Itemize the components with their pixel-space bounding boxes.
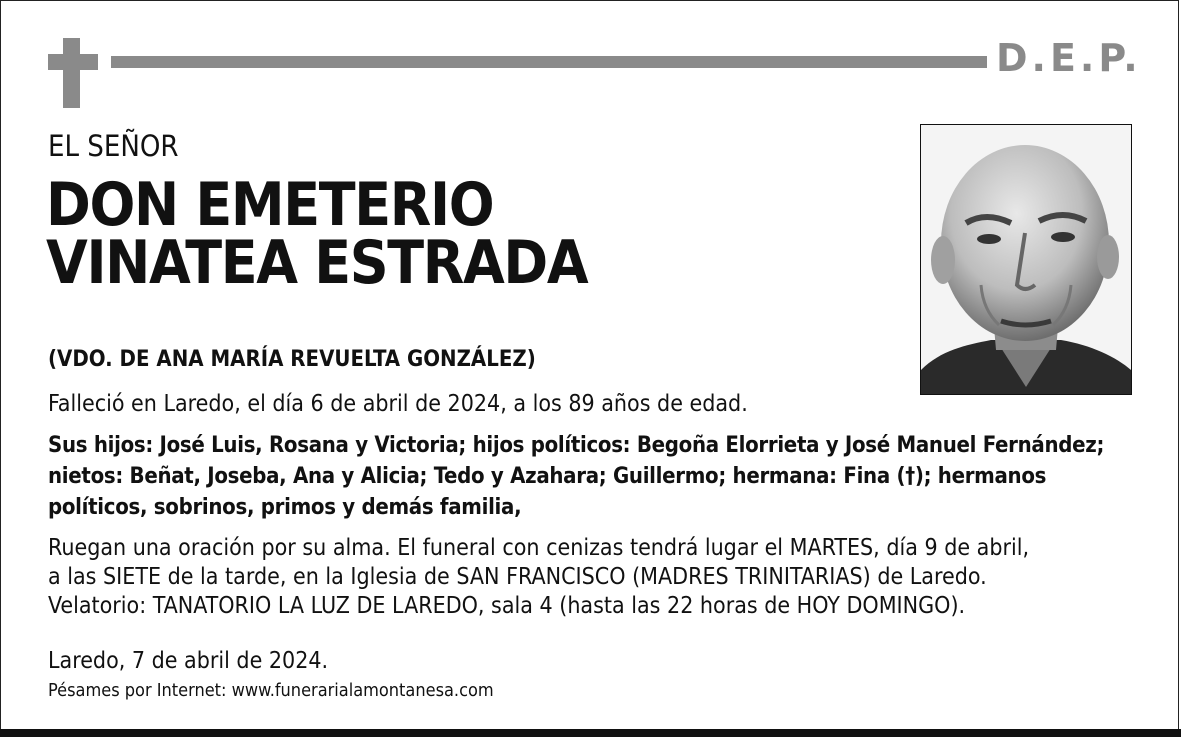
family-line: políticos, sobrinos, primos y demás familia,	[48, 495, 522, 520]
portrait-photo	[920, 124, 1132, 395]
deceased-name-line1: DON EMETERIO	[46, 170, 494, 240]
portrait-image	[921, 125, 1131, 394]
widower-of: (VDO. DE ANA MARÍA REVUELTA GONZÁLEZ)	[48, 347, 536, 372]
family-line: Sus hijos: José Luis, Rosana y Victoria; hijos políticos: Begoña Elorrieta y José Manuel Fernández;	[48, 433, 1105, 458]
deceased-name	[46, 170, 588, 298]
bottom-bar	[0, 729, 1181, 737]
funeral-line: Velatorio: TANATORIO LA LUZ DE LAREDO, sala 4 (hasta las 22 horas de HOY DOMINGO).	[48, 593, 966, 619]
death-statement: Falleció en Laredo, el día 6 de abril de 2024, a los 89 años de edad.	[48, 391, 748, 417]
place-date: Laredo, 7 de abril de 2024.	[48, 648, 329, 674]
cross-icon	[63, 38, 80, 108]
family-list	[48, 430, 1158, 523]
deceased-name-line2: VINATEA ESTRADA	[46, 228, 588, 298]
cross-icon-bar	[48, 54, 98, 70]
dep-label: D.E.P.	[996, 36, 1142, 80]
honorific-title: EL SEÑOR	[48, 129, 179, 163]
funeral-line: Ruegan una oración por su alma. El funeral con cenizas tendrá lugar el MARTES, día 9 de abril,	[48, 535, 1030, 561]
condolences-website: Pésames por Internet: www.funerarialamontanesa.com	[48, 680, 494, 701]
funeral-details	[48, 534, 1158, 621]
family-line: nietos: Beñat, Joseba, Ana y Alicia; Tedo y Azahara; Guillermo; hermana: Fina (†); hermanos	[48, 464, 1047, 489]
funeral-line: a las SIETE de la tarde, en la Iglesia de SAN FRANCISCO (MADRES TRINITARIAS) de Laredo.	[48, 564, 987, 590]
header-rule	[111, 56, 987, 68]
